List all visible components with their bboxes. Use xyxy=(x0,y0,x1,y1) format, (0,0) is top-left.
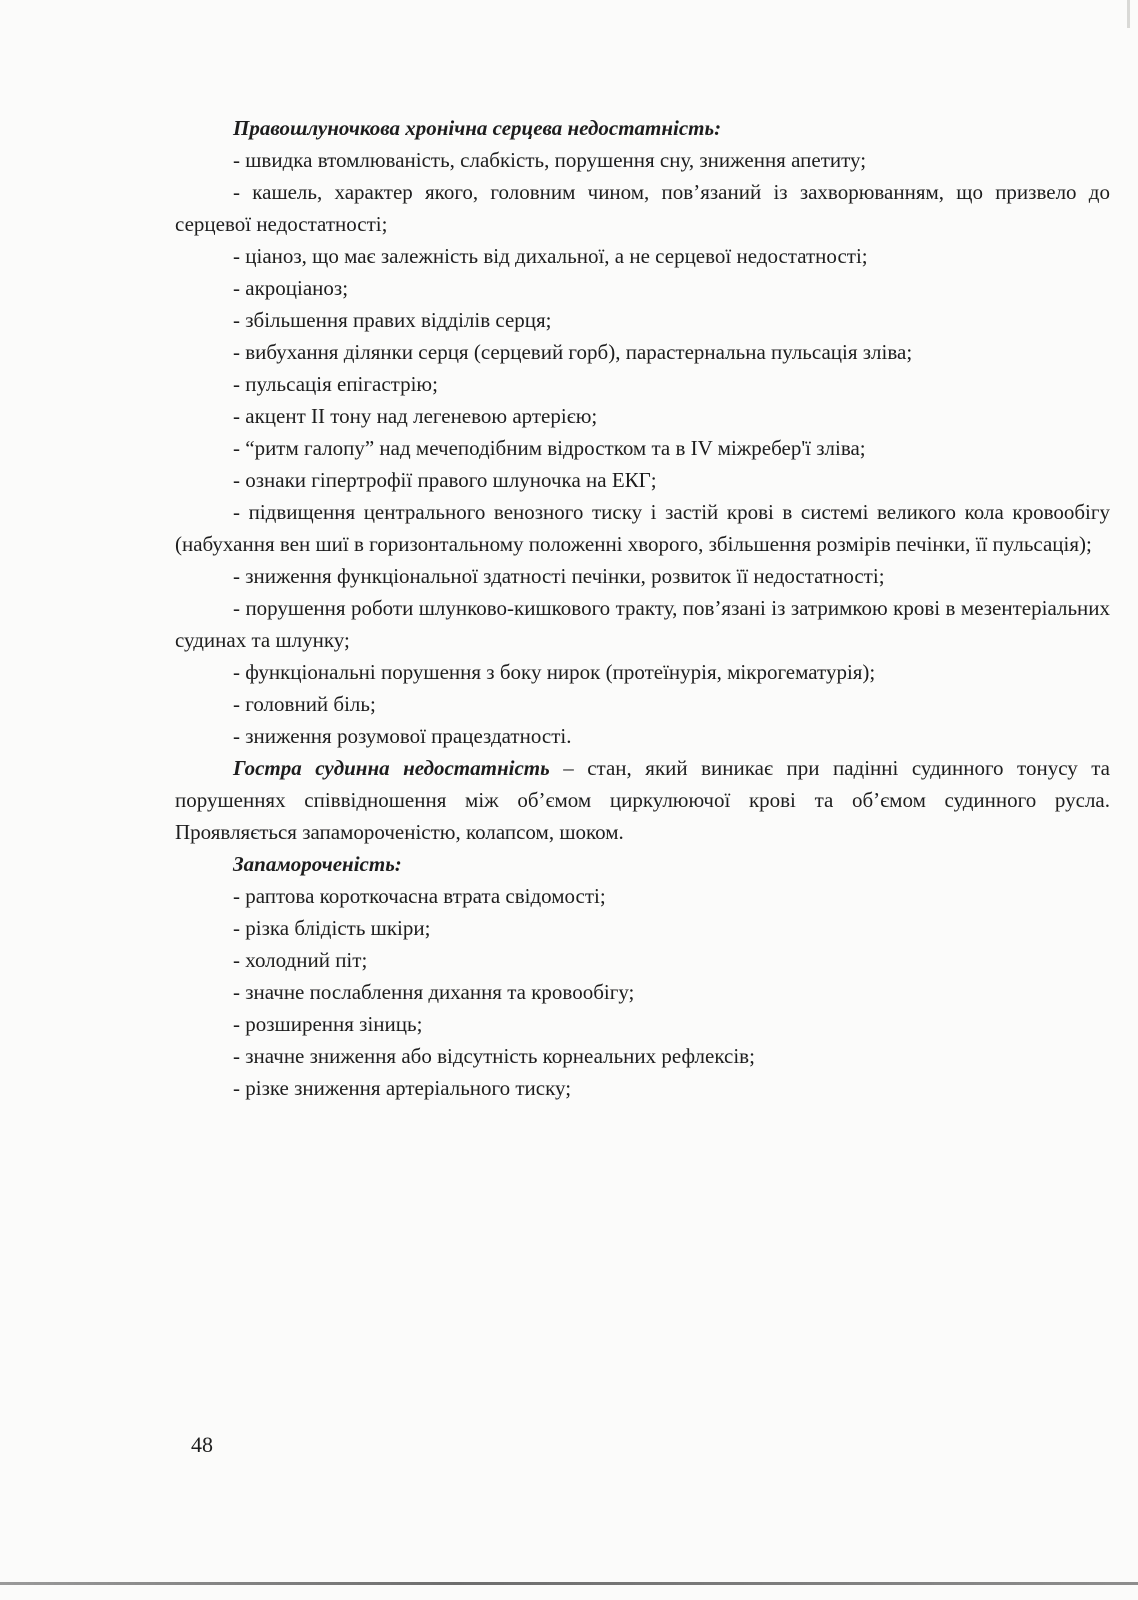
list-item: - ознаки гіпертрофії правого шлуночка на ЕКГ; xyxy=(233,468,657,492)
list-item: - збільшення правих відділів серця; xyxy=(233,308,552,332)
list-item: - значне послаблення дихання та кровообігу; xyxy=(233,980,635,1004)
page-number: 48 xyxy=(191,1432,213,1457)
paragraph-acute-vascular-insufficiency xyxy=(175,752,1110,848)
list-item: - кашель, характер якого, головним чином, пов’язаний із захворюванням, що призвело до серцевої недостатності; xyxy=(175,180,1110,236)
list-item: - акцент ІІ тону над легеневою артерією; xyxy=(233,404,598,428)
section-heading-right-ventricular: Правошлуночкова хронічна серцева недостатність: xyxy=(233,116,722,140)
list-item: - підвищення центрального венозного тиску і застій крові в системі великого кола кровообігу (набухання вен шиї в горизонтальному положенні хворого, збільшення розмірів печінки, її пульсація); xyxy=(175,500,1110,556)
page-bottom-edge xyxy=(0,1582,1138,1585)
list-item: - раптова короткочасна втрата свідомості; xyxy=(233,884,606,908)
page-edge-mark xyxy=(1127,0,1130,28)
list-item: - значне зниження або відсутність корнеальних рефлексів; xyxy=(233,1044,755,1068)
list-item: - розширення зіниць; xyxy=(233,1012,423,1036)
list-item: - зниження функціональної здатності печінки, розвиток її недостатності; xyxy=(233,564,885,588)
list-item: - пульсація епігастрію; xyxy=(233,372,438,396)
list-item: - різка блідість шкіри; xyxy=(233,916,431,940)
list-item: - вибухання ділянки серця (серцевий горб), парастернальна пульсація зліва; xyxy=(233,340,913,364)
list-item: - акроціаноз; xyxy=(233,276,349,300)
section-heading-syncope: Запамороченість: xyxy=(233,852,402,876)
paragraph-text: – стан, який виникає при падінні судинного тонусу та порушеннях співвідношення між об’ємом циркулюючої крові та об’ємом судинного русла. Проявляється запамороченістю, колапсом, шоком. xyxy=(175,756,1110,844)
paragraph-term: Гостра судинна недостатність xyxy=(233,756,550,780)
list-item: - “ритм галопу” над мечеподібним відростком та в IV міжребер'ї зліва; xyxy=(233,436,866,460)
list-item: - головний біль; xyxy=(233,692,376,716)
list-item: - порушення роботи шлунково-кишкового тракту, пов’язані із затримкою крові в мезентеріальних судинах та шлунку; xyxy=(175,596,1110,652)
list-item: - холодний піт; xyxy=(233,948,368,972)
list-item: - функціональні порушення з боку нирок (протеїнурія, мікрогематурія); xyxy=(233,660,876,684)
list-item: - різке зниження артеріального тиску; xyxy=(233,1076,572,1100)
list-item: - швидка втомлюваність, слабкість, порушення сну, зниження апетиту; xyxy=(233,148,867,172)
page-body xyxy=(175,112,1110,1104)
list-item: - зниження розумової працездатності. xyxy=(233,724,572,748)
list-item: - ціаноз, що має залежність від дихальної, а не серцевої недостатності; xyxy=(233,244,868,268)
